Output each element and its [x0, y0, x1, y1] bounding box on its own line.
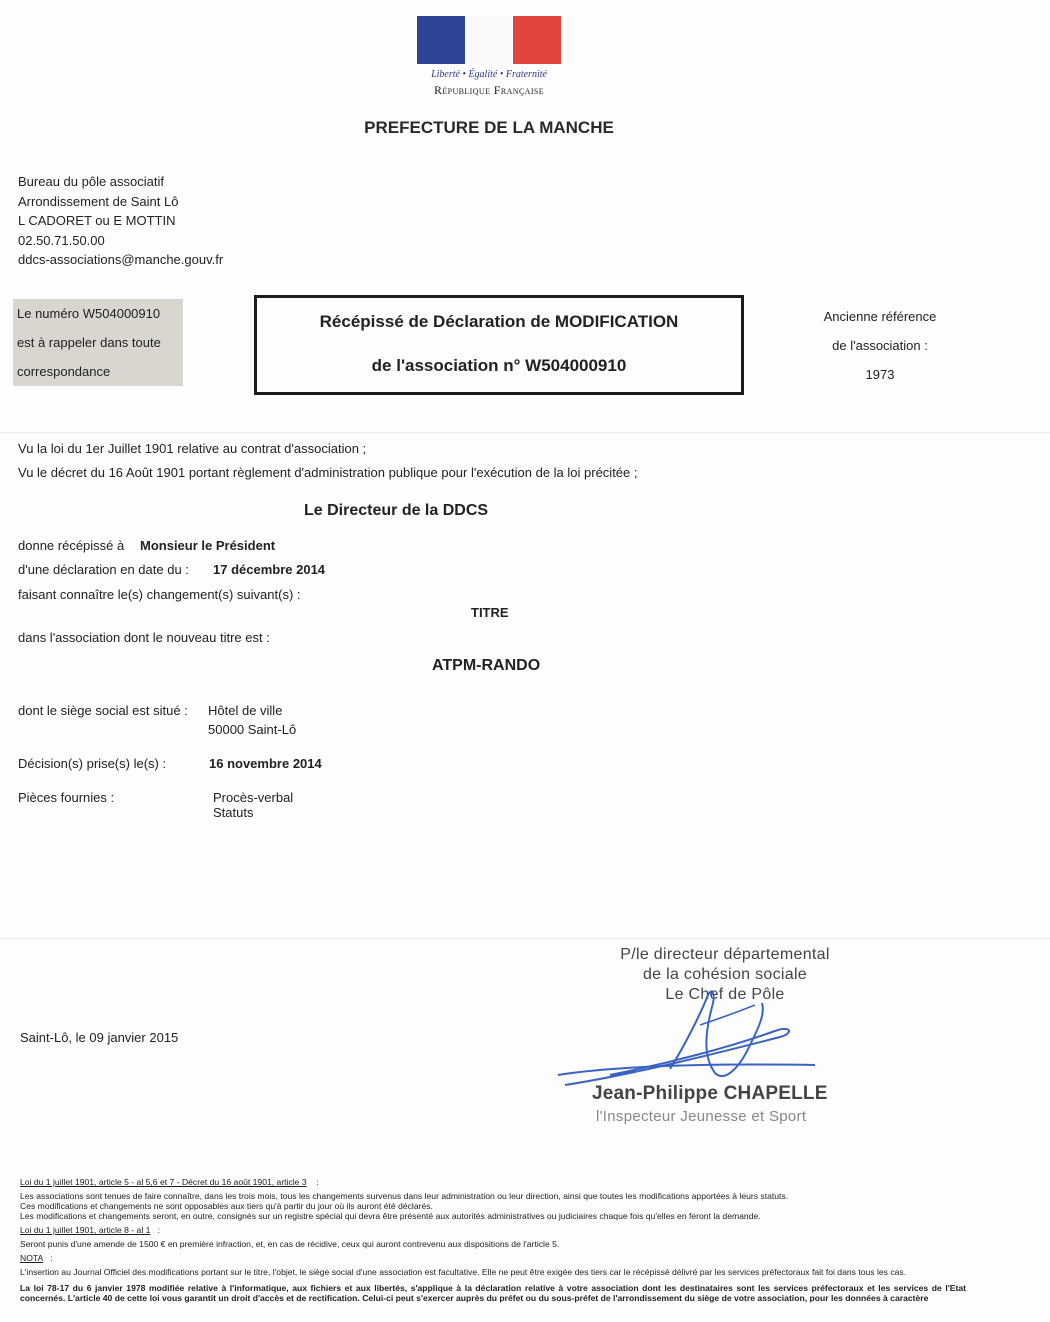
logo-republic: République Française [433, 83, 545, 97]
legal-reference: Loi du 1 juillet 1901, article 5 - al 5,6 et 7 - Décret du 16 août 1901, article 3 [20, 1177, 307, 1187]
law-reference-2: Vu le décret du 16 Août 1901 portant règlement d'administration publique pour l'exécution de la loi précitée ; [18, 465, 638, 480]
contact-names: L CADORET ou E MOTTIN [18, 213, 176, 229]
gives-value: Monsieur le Président [140, 538, 276, 553]
logo-motto: Liberté • Égalité • Fraternité [431, 69, 547, 80]
document-item: Statuts [213, 805, 254, 820]
fold-line [0, 432, 1050, 433]
new-title-value: ATPM-RANDO [432, 657, 541, 674]
legal-colon: : [316, 1177, 319, 1187]
nota-label: NOTA [20, 1253, 44, 1263]
legal-paragraph: Les associations sont tenues de faire connaître, dans les trois mois, tous les changements survenus dans leur administration ou leur direction, ainsi que toutes les modifications apportées à leurs statuts. [20, 1191, 789, 1201]
declaration-label: d'une déclaration en date du : [18, 562, 189, 577]
legal-colon: : [157, 1225, 160, 1235]
legal-paragraph: Les modifications et changements seront, en outre, consignés sur un registre spécial qui devra être présenté aux autorités administratives ou judiciaires chaque fois qu'elles en feront la demande. [20, 1211, 761, 1221]
legal-colon: : [50, 1253, 53, 1263]
contact-email: ddcs-associations@manche.gouv.fr [18, 252, 224, 268]
stamp-line: Le Chef de Pôle [665, 986, 785, 1003]
declaration-date: 17 décembre 2014 [213, 562, 326, 577]
change-value: TITRE [471, 605, 509, 620]
republique-logo [415, 16, 563, 98]
receipt-title-box [254, 295, 744, 395]
legal-paragraph: Seront punis d'une amende de 1500 € en première infraction, et, en cas de récidive, ceux qui auront contrevenu aux dispositions de l'article 5. [20, 1239, 560, 1249]
signatory-title: l'Inspecteur Jeunesse et Sport [596, 1108, 807, 1125]
receipt-title: Récépissé de Déclaration de MODIFICATION [319, 312, 679, 331]
contact-district: Arrondissement de Saint Lô [18, 193, 179, 209]
legal-paragraph: Ces modifications et changements ne sont opposables aux tiers qu'à partir du jour où ils auront été déclarés. [20, 1201, 433, 1211]
reminder-line: est à rappeler dans toute [17, 335, 161, 350]
stamp-line: de la cohésion sociale [642, 966, 808, 983]
decision-date: 16 novembre 2014 [209, 756, 322, 771]
legal-paragraph: L'insertion au Journal Officiel des modifications portant sur le titre, l'objet, le siège social d'une association est facultative. Elle ne peut être exigée des tiers car le récépissé délivré par les services préfectoraux fait foi dans tous les cas. [20, 1267, 907, 1277]
receipt-association-number: de l'association n° W504000910 [371, 356, 627, 375]
old-reference-label: de l'association : [832, 338, 928, 353]
contact-phone: 02.50.71.50.00 [18, 232, 105, 248]
new-title-label: dans l'association dont le nouveau titre est : [18, 630, 270, 645]
marianne-flag-icon [417, 16, 561, 64]
reminder-line: Le numéro W504000910 [17, 306, 161, 321]
reminder-line: correspondance [17, 364, 111, 379]
seat-address-line1: Hôtel de ville [208, 703, 283, 718]
old-reference-value: 1973 [865, 367, 895, 382]
place-date: Saint-Lô, le 09 janvier 2015 [20, 1030, 179, 1045]
seat-label: dont le siège social est situé : [18, 703, 188, 718]
gives-label: donne récépissé à [18, 538, 125, 553]
prefecture-title: PREFECTURE DE LA MANCHE [364, 118, 614, 137]
handwritten-signature [550, 985, 840, 1095]
decision-label: Décision(s) prise(s) le(s) : [18, 756, 167, 771]
reminder-box [13, 299, 183, 386]
documents-label: Pièces fournies : [18, 790, 115, 805]
signatory-name: Jean-Philippe CHAPELLE [592, 1083, 828, 1104]
contact-office: Bureau du pôle associatif [18, 174, 164, 189]
legal-footer [20, 1177, 966, 1303]
seat-address-line2: 50000 Saint-Lô [208, 722, 297, 737]
stamp-line: P/le directeur départemental [620, 946, 830, 963]
legal-reference: Loi du 1 juillet 1901, article 8 - al 1 [20, 1225, 151, 1235]
old-reference [800, 302, 960, 389]
legal-paragraph: La loi 78-17 du 6 janvier 1978 modifiée relative à l'informatique, aux fichiers et aux libertés, s'applique à la déclaration relative à votre association dont les destinataires sont les services préfectoraux et les services de l'Etat concernés. L'article 40 de cette loi vous garantit un droit d'accès et de rectification. Celui-ci peut s'exercer auprès du préfet ou du sous-préfet de l'arrondissement du siège de votre association, pour les données à caractère [20, 1283, 966, 1303]
document-item: Procès-verbal [213, 790, 294, 805]
old-reference-label: Ancienne référence [823, 309, 937, 324]
director-heading: Le Directeur de la DDCS [304, 502, 489, 519]
law-reference-1: Vu la loi du 1er Juillet 1901 relative au contrat d'association ; [18, 441, 367, 456]
changes-label: faisant connaître le(s) changement(s) suivant(s) : [18, 587, 301, 602]
fold-line [0, 938, 1050, 939]
contact-block [18, 172, 223, 270]
